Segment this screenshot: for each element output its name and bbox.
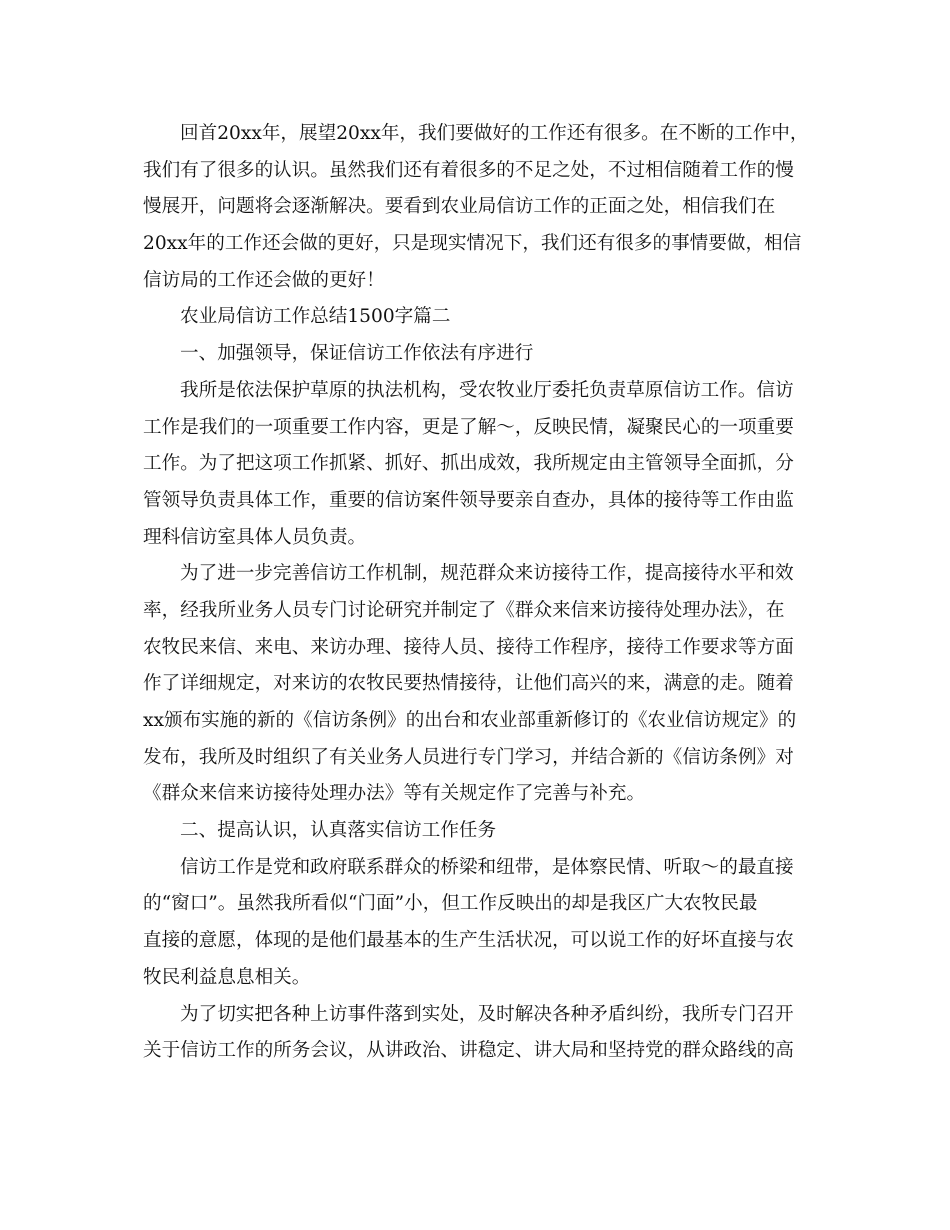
document-body (143, 116, 843, 1070)
text-line: 的“窗口”。虽然我所看似“门面”小，但工作反映出的却是我区广大农牧民最 (143, 893, 758, 915)
text-line: 慢展开，问题将会逐渐解决。要看到农业局信访工作的正面之处，相信我们在 (143, 196, 776, 218)
text-line: 20xx年的工作还会做的更好，只是现实情况下，我们还有很多的事情要做，相信 (143, 233, 802, 255)
text-line: xx颁布实施的新的《信访条例》的出台和农业部重新修订的《农业信访规定》的 (143, 710, 797, 731)
text-line: 信访局的工作还会做的更好！ (143, 269, 385, 291)
text-line: 牧民利益息息相关。 (143, 966, 311, 988)
text-line: 工作是我们的一项重要工作内容，更是了解～，反映民情，凝聚民心的一项重要 (143, 416, 794, 438)
text-line: 信访工作是党和政府联系群众的桥梁和纽带，是体察民情、听取～的最直接 (180, 856, 794, 878)
text-line: 《群众来信来访接待处理办法》等有关规定作了完善与补充。 (143, 783, 646, 805)
text-line: 我所是依法保护草原的执法机构，受农牧业厅委托负责草原信访工作。信访 (180, 379, 794, 401)
text-line: 关于信访工作的所务会议，从讲政治、讲稳定、讲大局和坚持党的群众路线的高 (143, 1040, 794, 1062)
text-line: 理科信访室具体人员负责。 (143, 526, 367, 548)
text-line: 发布，我所及时组织了有关业务人员进行专门学习，并结合新的《信访条例》对 (143, 746, 794, 768)
text-line: 农业局信访工作总结1500字篇二 (180, 306, 451, 328)
text-line: 为了切实把各种上访事件落到实处，及时解决各种矛盾纠纷，我所专门召开 (180, 1003, 794, 1025)
text-line: 工作。为了把这项工作抓紧、抓好、抓出成效，我所规定由主管领导全面抓，分 (143, 453, 794, 475)
text-line: 直接的意愿，体现的是他们最基本的生产生活状况，可以说工作的好坏直接与农 (143, 930, 794, 952)
text-line: 率，经我所业务人员专门讨论研究并制定了《群众来信来访接待处理办法》，在 (143, 599, 785, 621)
text-line: 二、提高认识，认真落实信访工作任务 (180, 820, 497, 842)
text-line: 我们有了很多的认识。虽然我们还有着很多的不足之处，不过相信随着工作的慢 (143, 159, 794, 181)
text-line: 管领导负责具体工作，重要的信访案件领导要亲自查办，具体的接待等工作由监 (143, 489, 794, 511)
text-line: 农牧民来信、来电、来访办理、接待人员、接待工作程序，接待工作要求等方面 (143, 636, 794, 658)
text-line: 作了详细规定，对来访的农牧民要热情接待，让他们高兴的来，满意的走。随着 (143, 673, 794, 695)
text-line: 一、加强领导，保证信访工作依法有序进行 (180, 343, 534, 365)
text-line: 为了进一步完善信访工作机制，规范群众来访接待工作，提高接待水平和效 (180, 563, 794, 585)
text-line: 回首20xx年，展望20xx年，我们要做好的工作还有很多。在不断的工作中， (180, 123, 809, 144)
